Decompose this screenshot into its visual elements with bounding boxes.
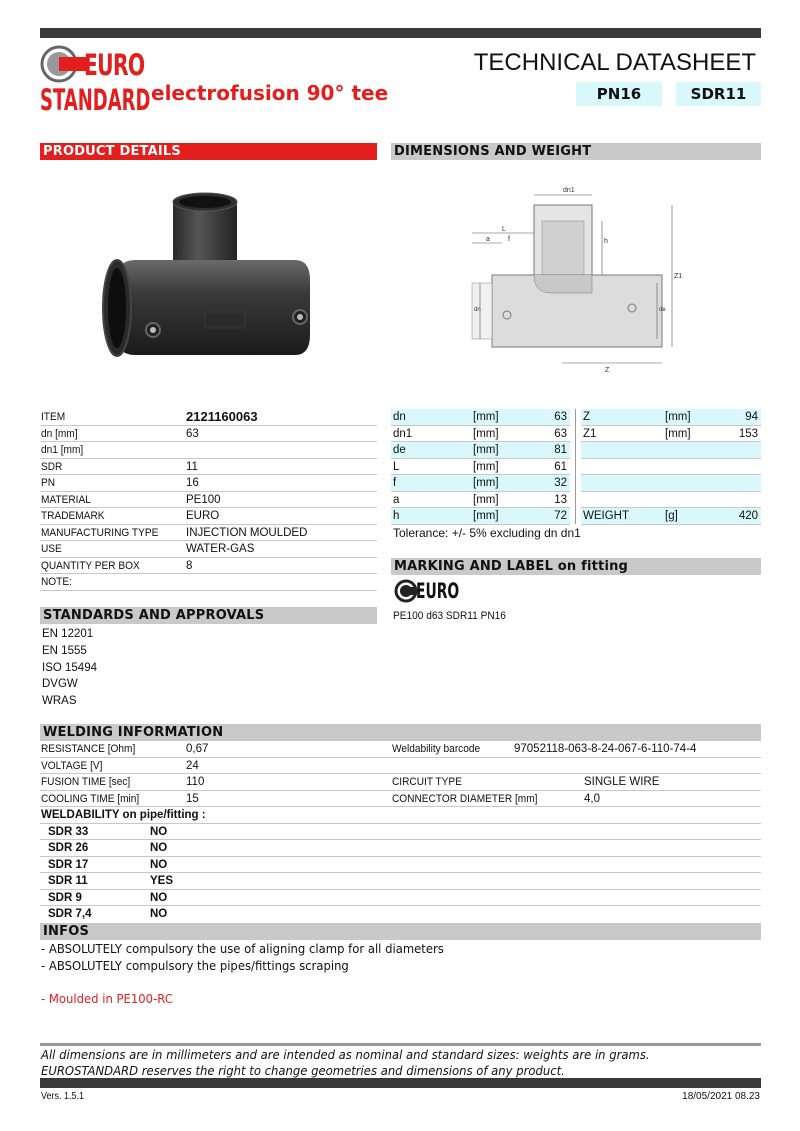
dimension-row: Z [mm] 94	[581, 409, 761, 426]
table-row: PN 16	[40, 475, 377, 492]
section-product-details: PRODUCT DETAILS	[40, 143, 377, 160]
drawing-label-a: a	[486, 236, 490, 243]
dimension-row: dn1 [mm] 63	[391, 426, 570, 443]
standards-list	[42, 626, 97, 710]
drawing-label-L: L	[502, 226, 506, 233]
table-row: SDR 11	[40, 459, 377, 476]
footer-note: All dimensions are in millimeters and are intended as nominal and standard sizes: weights are in grams.	[41, 1047, 650, 1062]
footer-note: EUROSTANDARD reserves the right to change geometries and dimensions of any product.	[41, 1063, 565, 1078]
product-name: electrofusion 90° tee	[151, 81, 389, 105]
dimension-row: dn [mm] 63	[391, 409, 570, 426]
drawing-label-Z: Z	[605, 367, 610, 374]
table-row: USE WATER-GAS	[40, 541, 377, 558]
info-line-red: - Moulded in PE100-RC	[41, 991, 173, 1006]
welding-row: COOLING TIME [min] 15 CONNECTOR DIAMETER [mm] 4,0	[40, 791, 761, 808]
dimension-row	[581, 442, 761, 459]
dimension-row: L [mm] 61	[391, 459, 570, 476]
section-marking: MARKING AND LABEL on fitting	[391, 558, 761, 575]
list-item: EN 12201	[42, 628, 94, 640]
welding-row: RESISTANCE [Ohm] 0,67 Weldability barcode 97052118-063-8-24-067-6-110-74-4	[40, 741, 761, 758]
marking-logo-text: EURO	[416, 579, 460, 603]
drawing-label-de: de	[659, 307, 666, 313]
drawing-label-h: h	[604, 238, 608, 245]
doc-title: TECHNICAL DATASHEET	[473, 49, 756, 76]
dimensions-table	[391, 409, 761, 529]
weldability-row: SDR 33 NO	[40, 824, 761, 841]
drawing-label-dn: dn	[474, 307, 481, 313]
welding-row: FUSION TIME [sec] 110 CIRCUIT TYPE SINGLE WIRE	[40, 774, 761, 791]
info-line: - ABSOLUTELY compulsory the pipes/fittings scraping	[41, 958, 349, 973]
table-row: NOTE:	[40, 574, 377, 591]
eurostandard-logo	[40, 44, 151, 117]
weldability-row: SDR 11 YES	[40, 873, 761, 890]
list-item: EN 1555	[42, 644, 87, 657]
list-item: ISO 15494	[42, 661, 97, 674]
drawing-label-f: f	[508, 236, 510, 243]
weldability-row: SDR 26 NO	[40, 840, 761, 857]
section-infos: INFOS	[40, 923, 761, 940]
dimension-row: a [mm] 13	[391, 492, 570, 509]
bottom-bar	[40, 1078, 761, 1088]
dimension-row	[581, 492, 761, 509]
table-row: dn1 [mm]	[40, 442, 377, 459]
list-item: DVGW	[42, 678, 78, 691]
product-details-table	[40, 409, 377, 594]
technical-drawing	[462, 183, 692, 378]
dimension-row: f [mm] 32	[391, 475, 570, 492]
logo-top-text: EURO	[84, 48, 145, 82]
footer-divider	[40, 1043, 761, 1046]
weldability-row: SDR 9 NO	[40, 890, 761, 907]
dimension-row: Z1 [mm] 153	[581, 426, 761, 443]
marking-text: PE100 d63 SDR11 PN16	[393, 610, 506, 622]
badge-sdr: SDR11	[676, 82, 761, 106]
weldability-row: SDR 7,4 NO	[48, 908, 168, 920]
table-row: QUANTITY PER BOX 8	[40, 558, 377, 575]
weldability-title: WELDABILITY on pipe/fitting :	[40, 807, 761, 824]
product-image	[95, 190, 325, 365]
dimension-row: h [mm] 72	[391, 508, 570, 525]
dimension-row	[581, 459, 761, 476]
tolerance-note: Tolerance: +/- 5% excluding dn dn1	[393, 526, 581, 540]
table-row: TRADEMARK EURO	[40, 508, 377, 525]
dimension-row	[581, 475, 761, 492]
marking-logo	[394, 579, 466, 603]
table-row: ITEM 2121160063	[40, 409, 377, 426]
version: Vers. 1.5.1	[41, 1091, 85, 1102]
section-standards: STANDARDS AND APPROVALS	[40, 607, 377, 624]
date: 18/05/2021 08.23	[682, 1091, 760, 1102]
info-line: - ABSOLUTELY compulsory the use of aligning clamp for all diameters	[41, 941, 444, 956]
top-bar	[40, 28, 761, 38]
table-row: MANUFACTURING TYPE INJECTION MOULDED	[40, 525, 377, 542]
badge-pn: PN16	[576, 82, 662, 106]
drawing-label-Z1: Z1	[674, 273, 683, 280]
section-dimensions-weight: DIMENSIONS AND WEIGHT	[391, 143, 761, 160]
drawing-label-dn1: dn1	[563, 187, 575, 194]
weldability-row: SDR 17 NO	[40, 857, 761, 874]
logo-bottom-text: STANDARD	[40, 83, 151, 117]
list-item: WRAS	[42, 695, 77, 708]
table-row: MATERIAL PE100	[40, 492, 377, 509]
welding-row: VOLTAGE [V] 24	[40, 758, 761, 775]
dimension-row: WEIGHT [g] 420	[581, 508, 761, 525]
dimension-row: de [mm] 81	[391, 442, 570, 459]
table-row: dn [mm] 63	[40, 426, 377, 443]
dimensions-divider	[575, 409, 576, 524]
section-welding: WELDING INFORMATION	[40, 724, 761, 741]
